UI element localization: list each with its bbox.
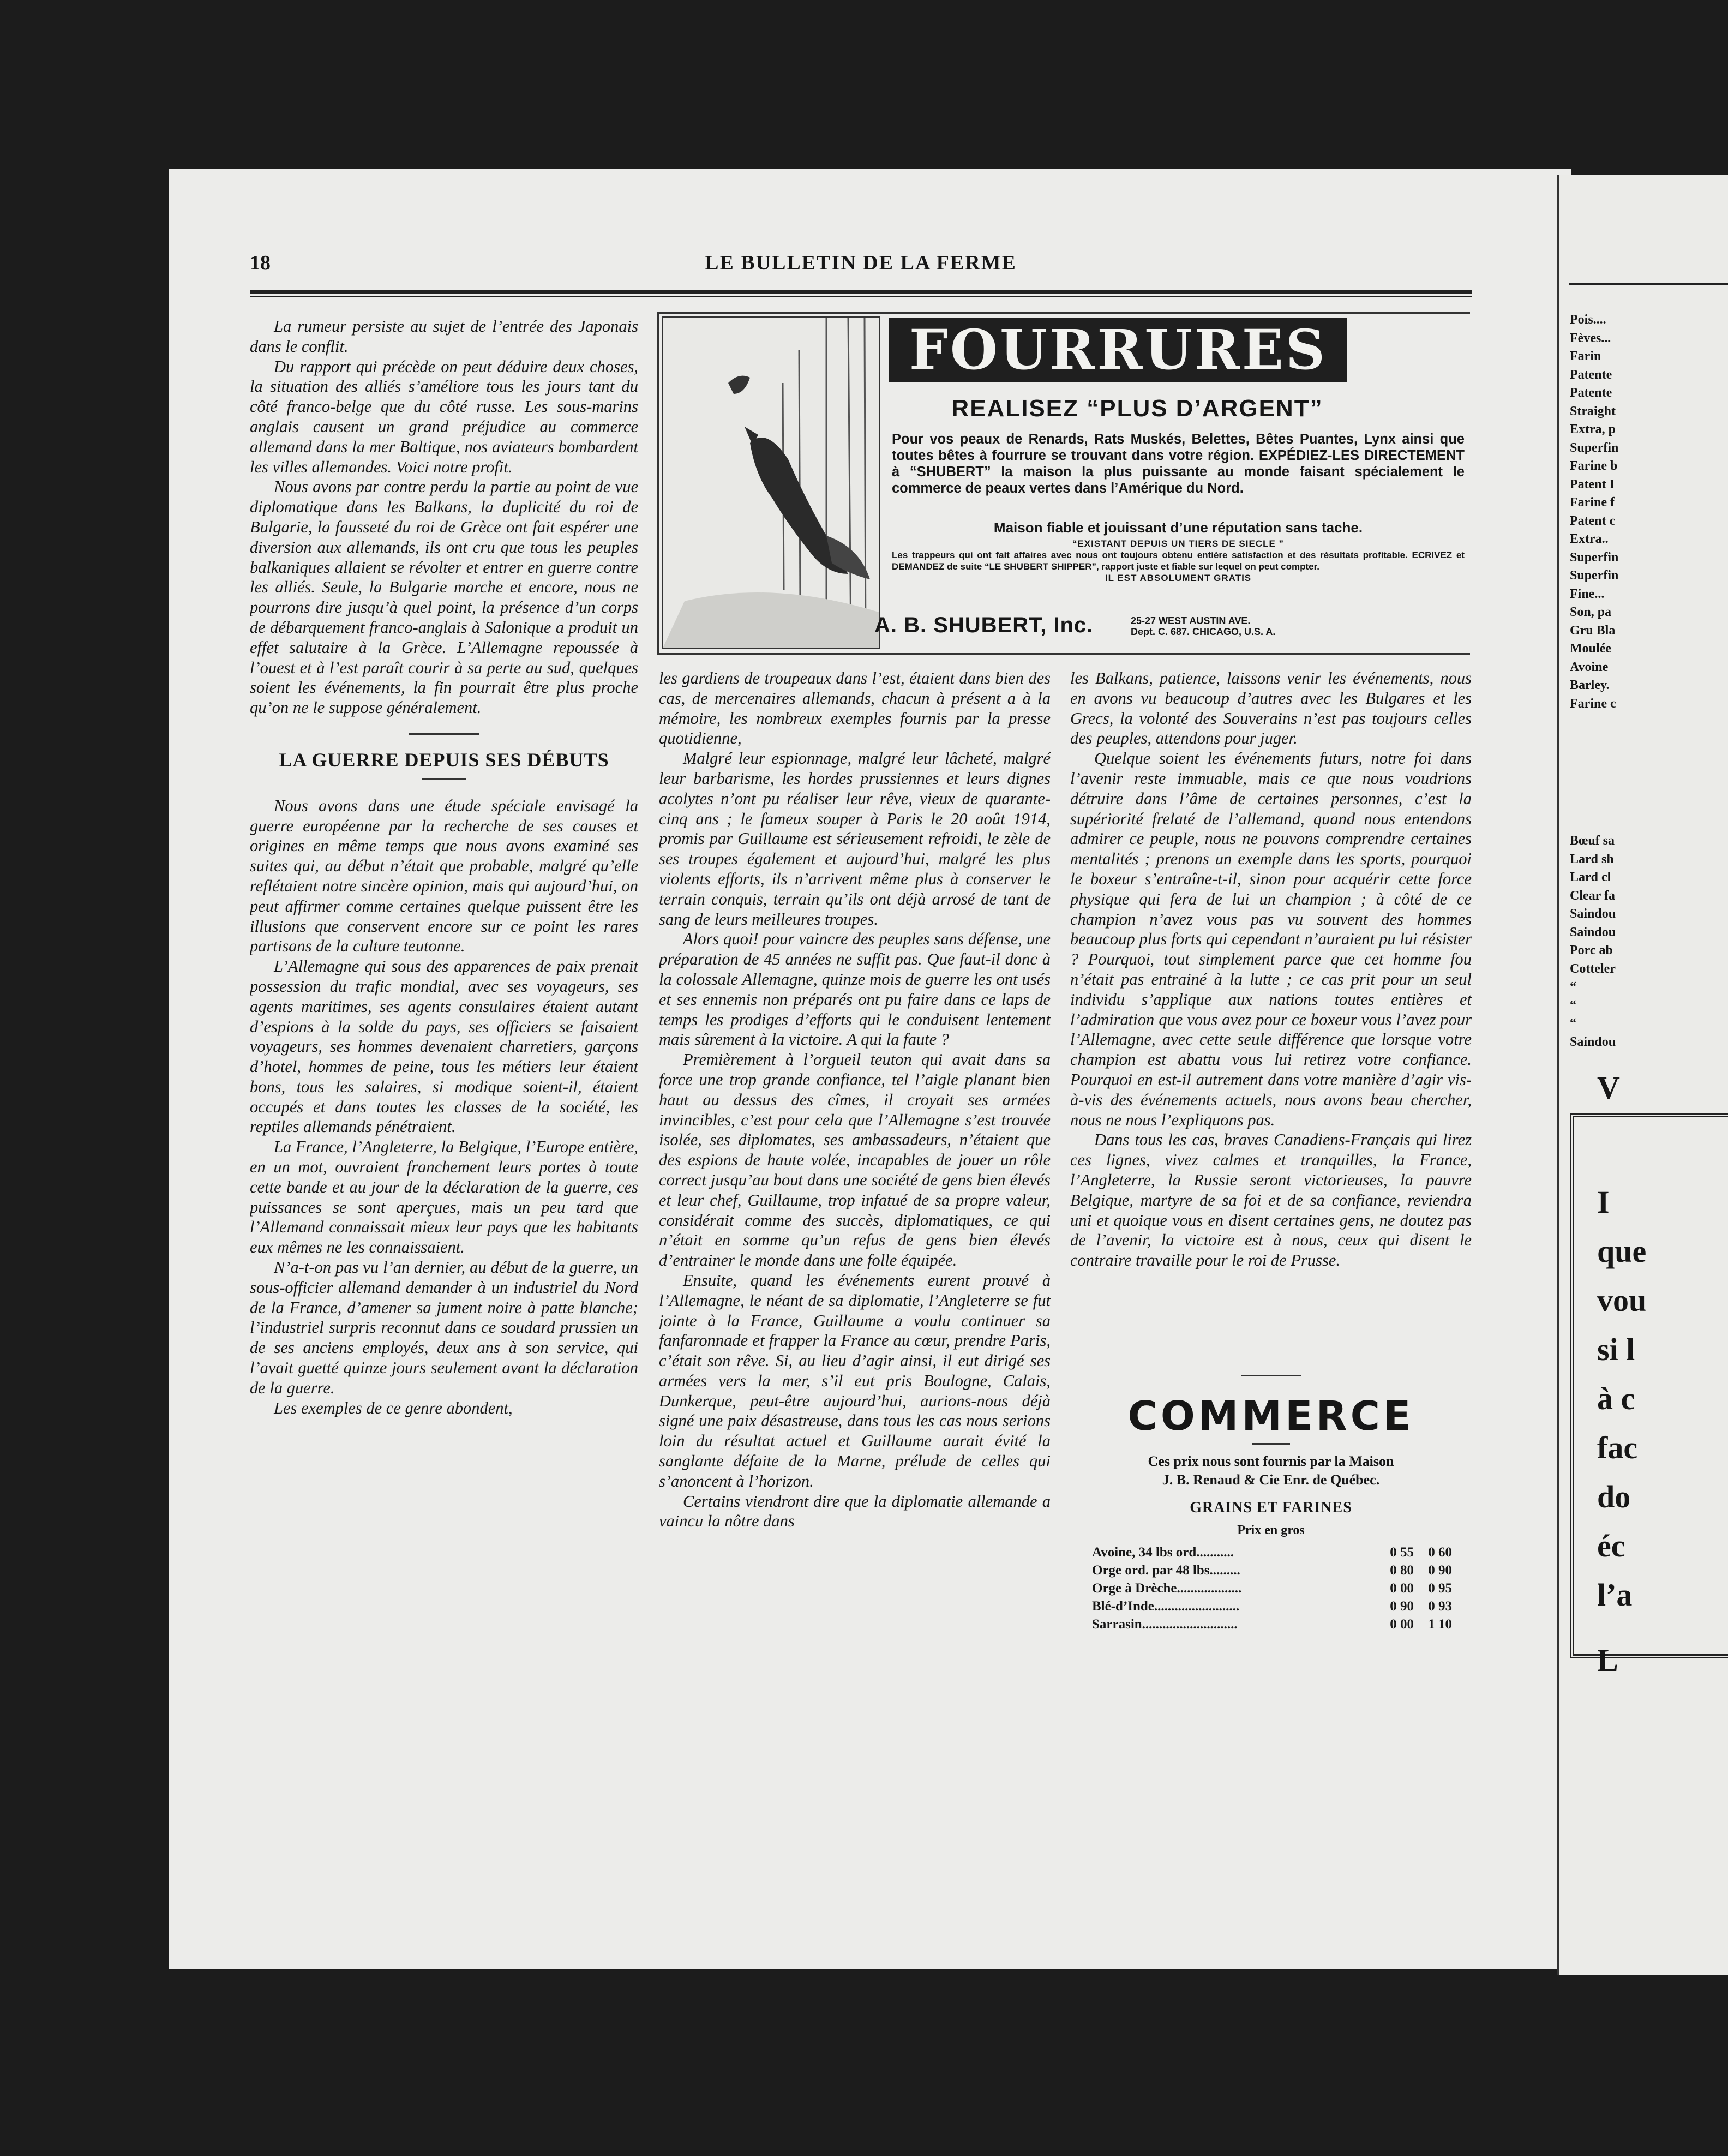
ad-since: “EXISTANT DEPUIS UN TIERS DE SIECLE ” [1072,538,1285,549]
fur-advertisement [657,312,1471,656]
ad-body: Pour vos peaux de Renards, Rats Muskés, Belettes, Bêtes Puantes, Lynx ainsi que toutes bêtes à fourrure se trouvant dans votre région. EXPÉDIEZ-LES DIRECTEMENT à “SHUBERT” la maison la plus puissante au monde faisant spécialement le commerce de peaux vertes dans l’Amérique du Nord. [892,432,1465,496]
paragraph: Les exemples de ce genre abondent, [274,1398,513,1417]
price-max: 0 93 [1428,1599,1452,1614]
column-middle [659,668,1051,1939]
price-list-fragment [1570,311,1618,713]
commerce-source [1070,1452,1472,1489]
price-label: Orge à Drèche................... [1092,1581,1242,1596]
list-item: Superfin [1570,568,1619,583]
paragraph: L’Allemagne qui sous des apparences de paix prenait possession du trafic mondial, avec ses voyageurs, ses agents maritimes, ses agents consulaires étaient autant d’espions à la solde du pays, ses officiers se faisaient voyageurs, ses hommes devenaient charretiers, garçons d’hotel, hommes de peine, tous les métiers leur étaient bons, tous les salaires, si modique soient-il, étaient occupés et dans toutes les classes de la société, les reptiles allemands pénétraient. [250,957,638,1136]
list-item: Son, pa [1570,605,1612,619]
list-item: Extra.. [1570,532,1609,546]
paragraph: Nous avons dans une étude spéciale envisagé la guerre européenne par la recherche de ses causes et origines en même temps que nous avons examiné ses suites qui, au début n’était que probable, malgré qu’elle reflétaient notre sincère opinion, mais qui aujourd’hui, on peut affirmer comme certaines quelque puissent être les illusions que conservent encore sur ce point les rares partisans de la culture teutonne. [250,796,638,956]
list-item: Farine c [1570,696,1616,711]
price-label: Blé-d’Inde......................... [1092,1599,1240,1614]
title-underline [422,778,466,780]
price-row [1092,1579,1452,1597]
list-item: Farine f [1570,495,1615,510]
box-word: I [1597,1184,1610,1220]
list-item: Patent c [1570,513,1616,528]
ad-address-line: Dept. C. 687. CHICAGO, U.S. A. [1131,626,1276,637]
header-rule-thin [250,296,1472,297]
paragraph: Premièrement à l’orgueil teuton qui avait dans sa force une trop grande confiance, tel l’aigle planant bien haut au dessus des cîmes, il croyait ses armées invincibles, c’est pour cela que l’Allemagne s’est trouvée isolée, ses diplomates, ses ambassadeurs, n’étaient que des espions de haute volée, incapables de jouer un rôle correct jusqu’au bout dans une société de gens bien élevés et leur chef, Guillaume, trop infatué de sa propre valeur, considérait comme des succès, diplomatiques, ce qui n’était en somme qu’un refus de gens bien élevés d’entrainer le monde dans une folle équipée. [659,1050,1051,1270]
section-title: LA GUERRE DEPUIS SES DÉBUTS [279,748,609,771]
paragraph: Quelque soient les événements futurs, notre foi dans l’avenir reste immuable, mais ce que nous voudrions détruire dans l’âme de certaines personnes, c’est la supériorité frelaté de l’allemand, quand nous entendons admirer ce peuple, nous ne pouvons comprendre certaines mentalités ; prenons un exemple dans les sports, pourquoi le boxeur s’entraîne-t-il, sinon pour acquérir cette force physique qui fera de lui un champion ; à côté de ce champion n’avez vous pas vu souvent des hommes beaucoup plus forts qui cependant n’auraient pu lui résister ? Pourquoi, tout simplement parce que cet homme fou n’était pas entrainé à la lutte ; ce cas prit pour un seul individu s’applique aux nations toutes entières et l’admiration que vous avez pour ce boxeur vous l’avez pour l’Allemagne, avec cette seule différence que lorsque votre champion est abattu vous lui retirez votre confiance. Pourquoi en est-il autrement dans votre manière d’agir vis-à-vis des événements actuels, nous avons beau chercher, nous ne nous l’expliquons pas. [1070,749,1472,1129]
newspaper-title: LE BULLETIN DE LA FERME [705,251,1017,274]
adjacent-page-fragment [1557,175,1728,1975]
list-item: Moulée [1570,642,1611,656]
ad-free: IL EST ABSOLUMENT GRATIS [1105,573,1252,583]
list-item: Straight [1570,404,1616,418]
price-min: 0 80 [1390,1563,1414,1578]
paragraph: Alors quoi! pour vaincre des peuples sans défense, une préparation de 45 années ne suffit pas. Que faut-il donc à la colossale Allemagne, quinze mois de guerre les ont usés et ses ennemis non préparés ont pu faire dans ce laps de temps les prodiges d’efforts qui le conduisent lentement mais sûrement à la victoire. A qui la faute ? [659,930,1051,1049]
list-item: “ [1570,1016,1576,1031]
list-item: Avoine [1570,660,1609,674]
paragraph: Du rapport qui précède on peut déduire deux choses, la situation des alliés s’améliore tous les jours tant du côté franco-belge que du côté russe. Les sous-marins anglais causent un grand préjudice au commerce allemand dans la mer Baltique, nos aviateurs bombardent les villes allemandes. Voici notre profit. [250,357,638,476]
price-min: 0 90 [1390,1599,1414,1614]
price-row [1092,1597,1452,1615]
newspaper-page [169,169,1571,1969]
box-word: l’a [1597,1577,1633,1613]
page-number: 18 [250,251,271,274]
price-label: Avoine, 34 lbs ord........... [1092,1545,1234,1560]
list-item: Saindou [1570,925,1616,939]
price-table [1092,1543,1452,1633]
price-label: Sarrasin............................ [1092,1617,1238,1632]
price-list-fragment [1570,832,1616,1051]
title-underline [1252,1443,1290,1445]
list-item: Patente [1570,386,1612,400]
price-min: 0 00 [1390,1581,1414,1596]
ad-tagline: Maison fiable et jouissant d’une réputation sans tache. [993,519,1363,536]
paragraph: les Balkans, patience, laissons venir les événements, nous en avons vu beaucoup d’autres avec les Bulgares et les Grecs, la volonté des Souverains n’est pas toujours celles des peuples, attendons pour juger. [1070,669,1472,748]
box-word: que [1597,1233,1647,1269]
ad-subtitle: REALISEZ “PLUS D’ARGENT” [951,395,1323,422]
paragraph: Nous avons par contre perdu la partie au point de vue diplomatique dans les Balkans, la duplicité du roi de Bulgarie, la fausseté du roi de Grèce ont fait espérer une diversion aux allemands, ils ont cru que tous les peuples balkaniques allaient se révolter et entrer en guerre contre les alliés. Seule, la Bulgarie marche et encore, nous ne pourrons dire jusqu’à quel point, la présence d’un corps de débarquement franco-anglais à Salonique a produit un effet salutaire à la Grèce. L’Allemagne repoussée à l’ouest et à l’est paraît courir à sa perte au sud, quelques soient les événements, la fin pourrait être plus proche qu’on ne le suppose généralement. [250,477,638,717]
commerce-section [1070,1375,1472,1633]
prices-subtitle: Prix en gros [1237,1523,1305,1537]
box-word: L [1597,1643,1618,1678]
list-item: “ [1570,980,1576,994]
list-item: Fèves... [1570,331,1611,345]
list-item: Gru Bla [1570,623,1616,638]
ad-address-line: 25-27 WEST AUSTIN AVE. [1131,615,1251,626]
ad-small-text: Les trappeurs qui ont fait affaires avec nous ont toujours obtenu entière satisfaction et des résultats profitable. ECRIVEZ et DEMANDEZ de suite “LE SHUBERT SHIPPER”, rapport juste et fiable sur lequel on peut compter. [892,550,1465,572]
list-item: Lard sh [1570,852,1614,866]
ad-address [1131,615,1275,637]
ad-small-print [892,538,1465,584]
ad-title: FOURRURES [889,318,1347,382]
paragraph: La rumeur persiste au sujet de l’entrée des Japonais dans le conflit. [250,317,638,356]
list-item: Patente [1570,367,1612,382]
paragraph: Certains viendront dire que la diplomatie allemande a vaincu la nôtre dans [659,1492,1051,1531]
price-max: 0 60 [1428,1545,1452,1560]
paragraph: Dans tous les cas, braves Canadiens-Français qui lirez ces lignes, vivez calmes et tranquilles, la France, l’Angleterre, la Russie seront victorieuses, la pauvre Belgique, martyre de sa foi et de sa confiance, reviendra uni et quoique vous en disent certaines gens, ne doutez pas de l’avenir, la victoire est à nous, ceux qui disent le contraire travaille pour le roi de Prusse. [1070,1130,1472,1270]
list-item: Saindou [1570,1034,1616,1049]
list-item: Patent I [1570,477,1615,492]
list-item: Bœuf sa [1570,834,1615,848]
list-item: “ [1570,998,1576,1013]
box-word: vou [1597,1283,1647,1318]
commerce-title: COMMERCE [1127,1393,1414,1440]
section-divider [1241,1375,1301,1376]
price-row [1092,1561,1452,1579]
list-item: Barley. [1570,678,1610,692]
source-line: J. B. Renaud & Cie Enr. de Québec. [1162,1472,1380,1488]
list-item: Pois.... [1570,313,1606,327]
list-item: Lard cl [1570,870,1611,884]
list-item: Fine... [1570,586,1605,601]
price-max: 1 10 [1428,1617,1452,1632]
header-rule [1569,283,1728,285]
price-min: 0 55 [1390,1545,1414,1560]
paragraph: Malgré leur espionnage, malgré leur lâcheté, malgré leur barbarisme, les hordes prussiennes et leurs dignes acolytes n’ont pu réaliser leur rêve, vieux de quarante-cinq ans ; le fameux souper à Paris le 20 août 1914, promis par Guillaume est sérieusement refroidi, le zèle de ses troupes également et aujourd’hui, malgré les plus violents efforts, ils n’arrivent même plus à conserver le terrain conquis, terrain qu’ils ont déjà arrosé de tant de sang de leurs meilleures troupes. [659,749,1051,929]
box-word: V [1597,1070,1620,1105]
prices-section-title: GRAINS ET FARINES [1190,1499,1352,1516]
source-line: Ces prix nous sont fournis par la Maison [1148,1453,1394,1469]
list-item: Saindou [1570,907,1616,921]
list-item: Extra, p [1570,422,1616,436]
list-item: Superfin [1570,440,1619,455]
box-word: à c [1597,1381,1635,1416]
list-item: Clear fa [1570,888,1615,903]
price-row [1092,1615,1452,1633]
box-word: fac [1597,1430,1638,1465]
list-item: Cotteler [1570,961,1616,976]
paragraph: N’a-t-on pas vu l’an dernier, au début de la guerre, un sous-officier allemand demander à un industriel du Nord de la France, d’amener sa jument noire à patte blanche; l’industriel surpris reconnut dans ce soudard prussien un de ses anciens employés, deux ans à son service, qui l’avait guetté quinze jours seulement avant la déclaration de la guerre. [250,1258,638,1397]
box-word: éc [1597,1528,1625,1564]
price-max: 0 90 [1428,1563,1452,1578]
column-left [250,316,638,1942]
page-header [250,251,1472,278]
section-divider [409,733,479,735]
price-label: Orge ord. par 48 lbs......... [1092,1563,1240,1578]
header-rule [250,290,1472,294]
price-min: 0 00 [1390,1617,1414,1632]
box-word: si l [1597,1332,1635,1367]
list-item: Farine b [1570,459,1618,473]
price-row [1092,1543,1452,1561]
price-max: 0 95 [1428,1581,1452,1596]
column-right [1070,668,1472,1361]
ad-box-fragment [1570,1113,1728,1658]
paragraph: Ensuite, quand les événements eurent prouvé à l’Allemagne, le néant de sa diplomatie, l’Angleterre se fut jointe à la France, Guillaume a voulu continuer sa fanfaronnade et frapper la France au cœur, prendre Paris, c’était son rêve. Si, au lieu d’agir ainsi, il eut dirigé ses armées vers la mer, s’il eut pris Boulogne, Calais, Dunkerque, peut-être aujourd’hui, aurions-nous déjà signé une paix désastreuse, dans tous les cas nous serions loin du résultat actuel et Guillaume aurait évité la sanglante défaite de la Marne, prélude de celles qui s’anoncent à l’horizon. [659,1271,1051,1490]
fox-illustration [662,316,880,649]
ad-firm-name: A. B. SHUBERT, Inc. [874,613,1094,637]
list-item: Porc ab [1570,943,1613,957]
paragraph: La France, l’Angleterre, la Belgique, l’Europe entière, en un mot, ouvraient franchement leurs portes à toute cette bande et au jour de la déclaration de la guerre, ces puissances se sont aperçues, mais un peu tard que l’Allemand connaissait mieux leur pays que les habitants eux mêmes ne les connaissaient. [250,1137,638,1257]
box-word: do [1597,1479,1631,1514]
list-item: Farin [1570,349,1601,363]
paragraph: les gardiens de troupeaux dans l’est, étaient dans bien des cas, de mercenaires allemands, chacun à présent a à la mémoire, les nombreux exemples fournis par la presse quotidienne, [659,669,1051,748]
list-item: Superfin [1570,550,1619,565]
